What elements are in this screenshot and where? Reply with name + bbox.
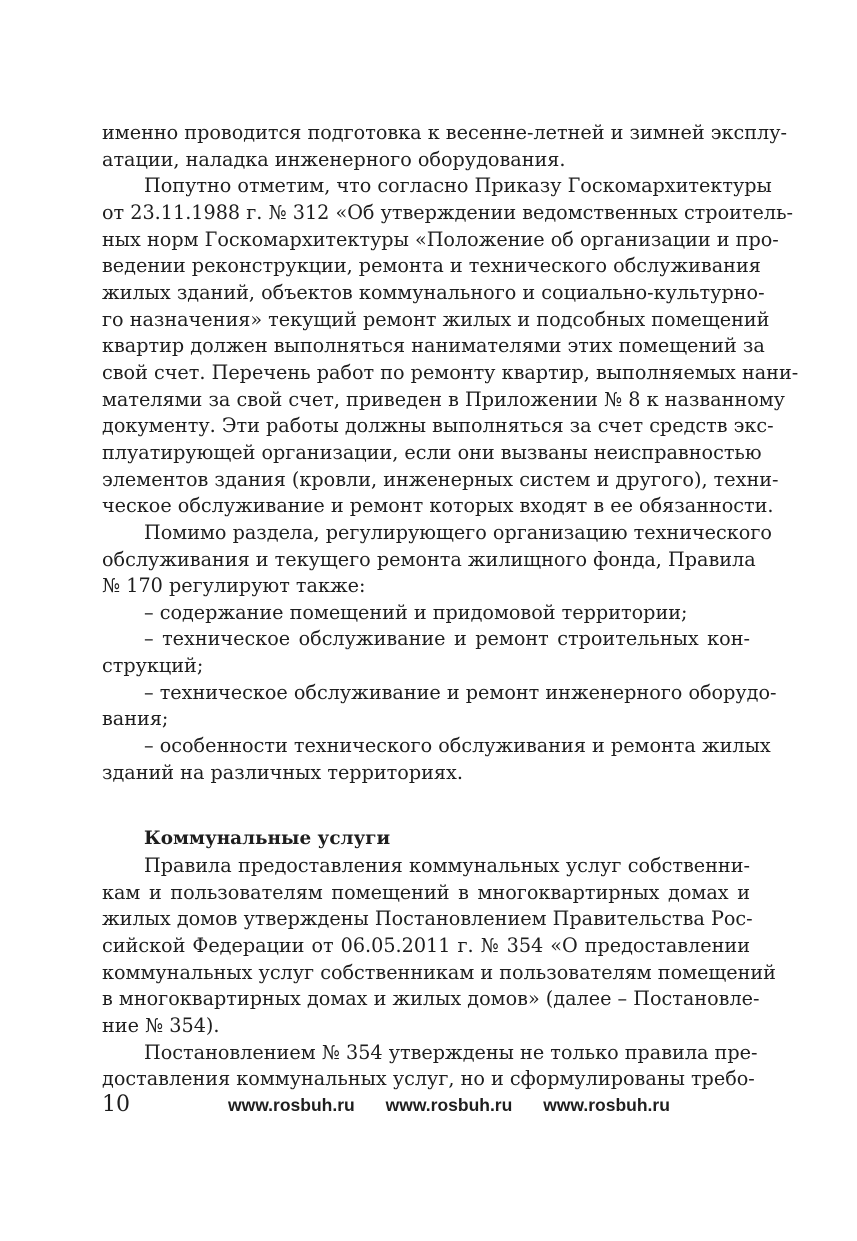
text-line: коммунальных услуг собственникам и пользователям помещений xyxy=(102,960,776,984)
text-line: ние № 354). xyxy=(102,1014,220,1037)
text-line: струкций; xyxy=(102,654,204,678)
section-heading: Коммунальные услуги xyxy=(144,828,391,850)
text-line: мателями за свой счет, приведен в Приложении № 8 к названному xyxy=(102,387,785,411)
text-line: ческое обслуживание и ремонт которых входят в ее обязанности. xyxy=(102,494,774,518)
text-line: в многоквартирных домах и жилых домов» (далее – Постановле- xyxy=(102,987,760,1011)
text-line: свой счет. Перечень работ по ремонту квартир, выполняемых нани- xyxy=(102,360,799,384)
paragraph xyxy=(102,520,772,600)
paragraph xyxy=(102,120,787,173)
text-line: зданий на различных территориях. xyxy=(102,760,463,784)
text-line: – особенности технического обслуживания и ремонта жилых xyxy=(144,734,771,758)
text-line: – техническое обслуживание и ремонт инженерного оборудо- xyxy=(144,680,777,704)
text-line: – техническое обслуживание и ремонт строительных кон- xyxy=(144,627,750,651)
body-text xyxy=(102,120,799,786)
paragraph xyxy=(102,1040,758,1093)
text-line: Помимо раздела, регулирующего организацию технического xyxy=(144,520,772,544)
footer-link[interactable]: www.rosbuh.ru xyxy=(543,1095,670,1115)
paragraph xyxy=(102,600,750,627)
text-line: Попутно отметим, что согласно Приказу Госкомархитектуры xyxy=(144,174,772,198)
page-body xyxy=(102,120,799,1093)
text-line: плуатирующей организации, если они вызваны неисправностью xyxy=(102,440,762,464)
page-footer xyxy=(102,1092,750,1122)
paragraph xyxy=(102,733,771,786)
text-line: именно проводится подготовка к весенне-летней и зимней эксплу- xyxy=(102,121,787,144)
paragraph xyxy=(102,173,799,520)
text-line: кам и пользователям помещений в многоквартирных домах и xyxy=(102,880,750,904)
text-line: го назначения» текущий ремонт жилых и подсобных помещений xyxy=(102,307,770,331)
text-line: № 170 регулируют также: xyxy=(102,574,366,598)
text-line: Правила предоставления коммунальных услуг собственни- xyxy=(144,854,750,878)
text-line: обслуживания и текущего ремонта жилищного фонда, Правила xyxy=(102,547,756,571)
paragraph xyxy=(102,626,750,679)
text-line: от 23.11.1988 г. № 312 «Об утверждении ведомственных строитель- xyxy=(102,200,794,224)
paragraph xyxy=(102,680,777,733)
text-line: – содержание помещений и придомовой территории; xyxy=(144,600,688,624)
page-number: 10 xyxy=(102,1092,130,1117)
text-line: доставления коммунальных услуг, но и сформулированы требо- xyxy=(102,1067,755,1091)
text-line: жилых зданий, объектов коммунального и социально-культурно- xyxy=(102,280,765,304)
text-line: квартир должен выполняться нанимателями этих помещений за xyxy=(102,334,765,358)
text-line: вания; xyxy=(102,707,169,731)
text-line: ных норм Госкомархитектуры «Положение об организации и про- xyxy=(102,227,779,251)
footer-links xyxy=(228,1095,670,1116)
paragraph xyxy=(102,853,776,1040)
text-line: ведении реконструкции, ремонта и технического обслуживания xyxy=(102,254,761,278)
section-text xyxy=(102,853,776,1093)
text-line: элементов здания (кровли, инженерных систем и другого), техни- xyxy=(102,467,779,491)
footer-link[interactable]: www.rosbuh.ru xyxy=(228,1095,355,1115)
text-line: Постановлением № 354 утверждены не только правила пре- xyxy=(144,1040,758,1064)
text-line: сийской Федерации от 06.05.2011 г. № 354 «О предоставлении xyxy=(102,934,750,958)
text-line: атации, наладка инженерного оборудования. xyxy=(102,147,566,171)
text-line: жилых домов утверждены Постановлением Правительства Рос- xyxy=(102,907,753,931)
text-line: документу. Эти работы должны выполняться за счет средств экс- xyxy=(102,414,774,438)
footer-link[interactable]: www.rosbuh.ru xyxy=(385,1095,513,1115)
